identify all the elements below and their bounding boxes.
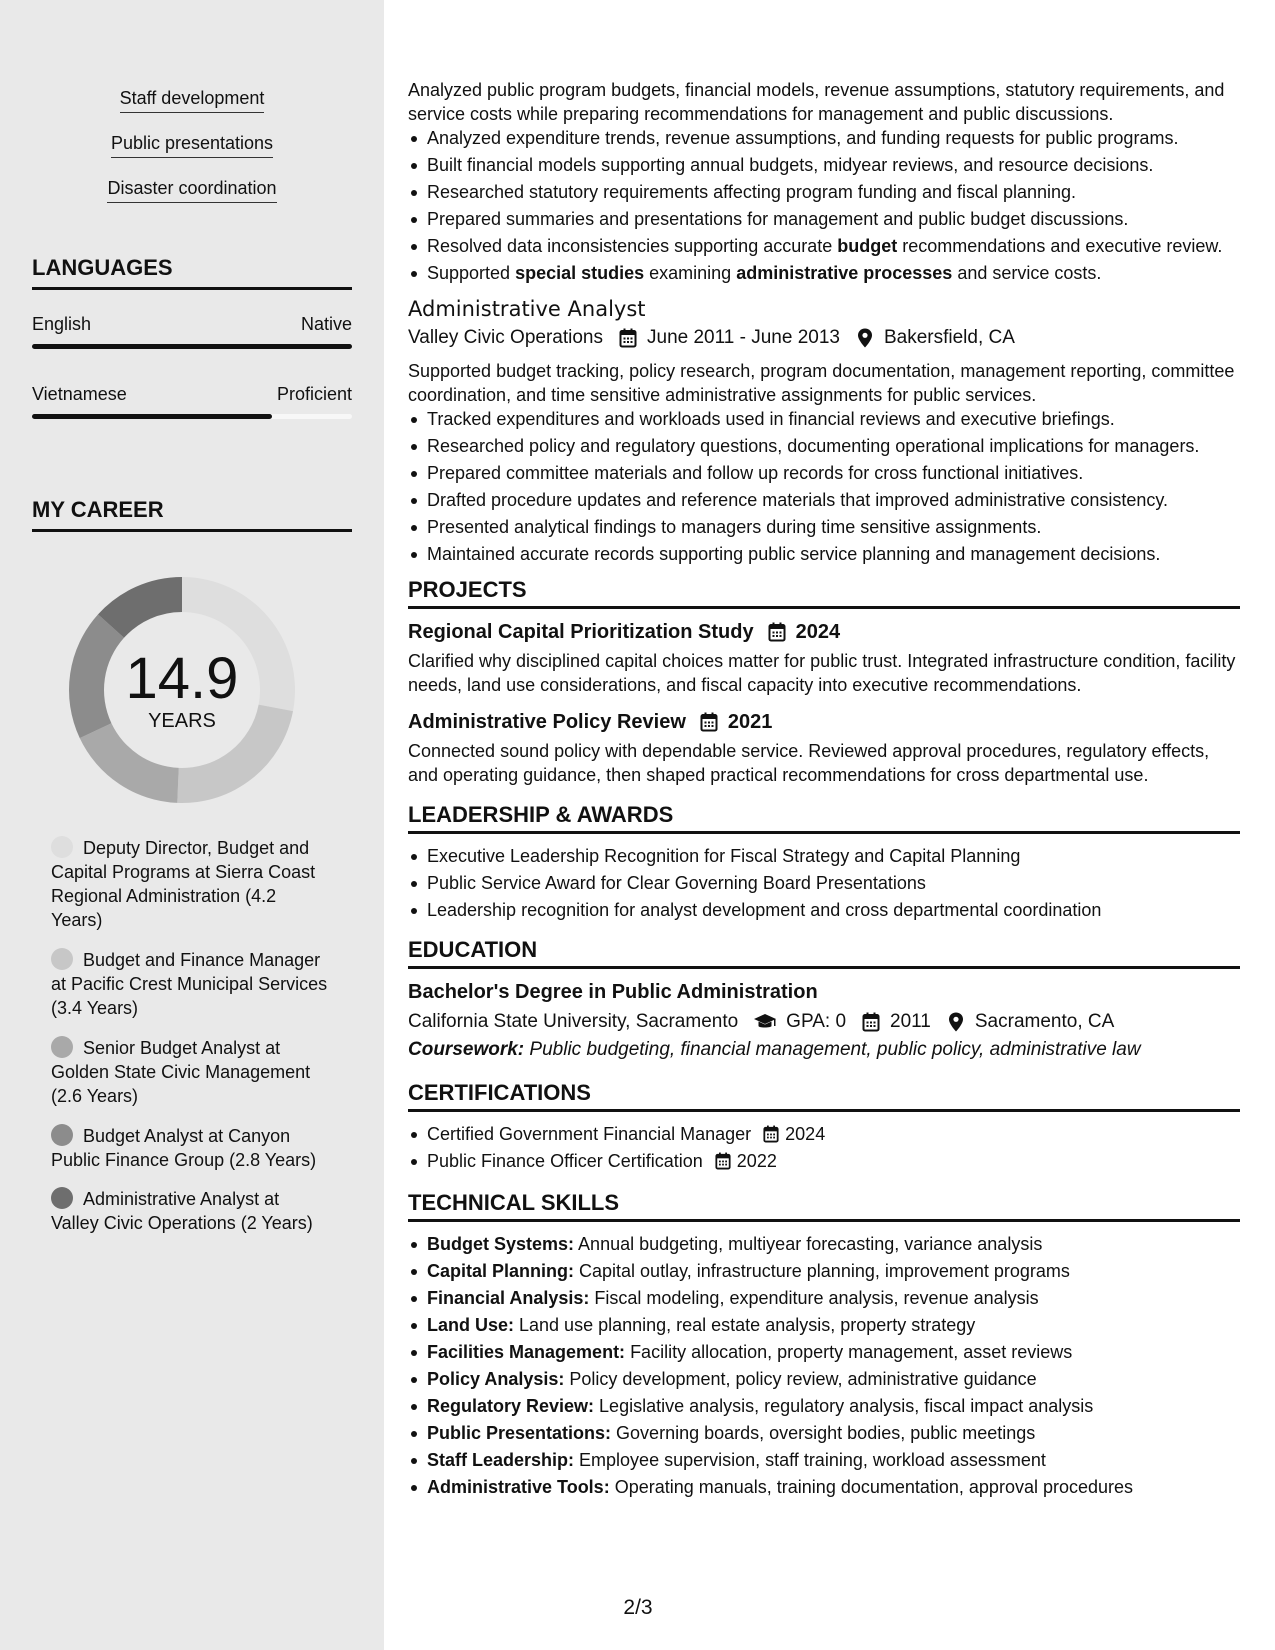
certification-name: Public Finance Officer Certification bbox=[427, 1151, 703, 1171]
list-item: Resolved data inconsistencies supporting accurate budget recommendations and executive review. bbox=[408, 234, 1240, 258]
project-year: 2021 bbox=[727, 711, 773, 733]
language-level: Proficient bbox=[276, 384, 352, 404]
calendar-icon bbox=[860, 1011, 882, 1033]
school-location: Sacramento, CA bbox=[974, 1011, 1115, 1032]
skill-tag: Public presentations bbox=[0, 133, 384, 158]
leadership-heading: LEADERSHIP & AWARDS bbox=[408, 803, 1240, 834]
language-proficiency-bar bbox=[32, 414, 352, 419]
list-item: Administrative Tools: Operating manuals, training documentation, approval procedures bbox=[408, 1475, 1240, 1499]
project-description: Connected sound policy with dependable service. Reviewed approval procedures, regulatory effects, and operating guidance, then shaped practical recommendations for cross departmental use. bbox=[408, 741, 1210, 785]
graduation-year: 2011 bbox=[890, 1011, 931, 1032]
career-total-unit: YEARS bbox=[148, 710, 216, 732]
list-item: Capital Planning: Capital outlay, infrastructure planning, improvement programs bbox=[408, 1259, 1240, 1283]
list-item: Researched statutory requirements affecting program funding and fiscal planning. bbox=[408, 180, 1240, 204]
education-meta bbox=[408, 1009, 1240, 1035]
location-pin-icon bbox=[854, 327, 876, 349]
language-proficiency-fill bbox=[32, 344, 352, 349]
calendar-icon bbox=[761, 1123, 781, 1145]
language-name: English bbox=[32, 314, 92, 334]
career-legend-item: Administrative Analyst at Valley Civic Operations (2 Years) bbox=[51, 1189, 313, 1233]
list-item: Presented analytical findings to managers during time sensitive assignments. bbox=[408, 515, 1240, 539]
career-legend-item: Deputy Director, Budget and Capital Programs at Sierra Coast Regional Administration (4.2 Years) bbox=[51, 838, 316, 930]
job-meta bbox=[408, 325, 1240, 351]
page-number: 2/3 bbox=[623, 1596, 653, 1619]
calendar-icon bbox=[713, 1150, 733, 1172]
list-item: Researched policy and regulatory questions, documenting operational implications for managers. bbox=[408, 434, 1240, 458]
language-name: Vietnamese bbox=[32, 384, 127, 404]
gpa: GPA: 0 bbox=[786, 1011, 847, 1032]
job-bullets bbox=[408, 407, 1240, 566]
certifications-heading: CERTIFICATIONS bbox=[408, 1081, 1240, 1112]
career-legend-item: Senior Budget Analyst at Golden State Civic Management (2.6 Years) bbox=[51, 1038, 311, 1106]
company-name: Valley Civic Operations bbox=[408, 327, 604, 348]
job-summary: Supported budget tracking, policy research, program documentation, management reporting, committee coordination, and time sensitive administrative assignments for public services. bbox=[408, 361, 1235, 405]
legend-dot bbox=[51, 836, 73, 858]
list-item: Facilities Management: Facility allocation, property management, asset reviews bbox=[408, 1340, 1240, 1364]
list-item: Public Service Award for Clear Governing Board Presentations bbox=[408, 871, 1240, 895]
skill-tag: Disaster coordination bbox=[0, 178, 384, 203]
list-item: Analyzed expenditure trends, revenue assumptions, and funding requests for public programs. bbox=[408, 126, 1240, 150]
list-item bbox=[408, 1122, 1240, 1146]
calendar-icon bbox=[617, 327, 639, 349]
graduation-cap-icon bbox=[752, 1011, 778, 1033]
list-item: Tracked expenditures and workloads used in financial reviews and executive briefings. bbox=[408, 407, 1240, 431]
project-description: Clarified why disciplined capital choices matter for public trust. Integrated infrastructure condition, facility needs, land use considerations, and fiscal capacity into executive recommendations. bbox=[408, 651, 1236, 695]
project-title: Regional Capital Prioritization Study bbox=[408, 621, 754, 643]
coursework: Coursework: Public budgeting, financial management, public policy, administrative law bbox=[408, 1039, 1141, 1060]
certifications-list bbox=[408, 1122, 1240, 1173]
technical-skills-heading: TECHNICAL SKILLS bbox=[408, 1191, 1240, 1222]
language-level: Native bbox=[300, 314, 352, 334]
legend-dot bbox=[51, 948, 73, 970]
list-item: Public Presentations: Governing boards, oversight bodies, public meetings bbox=[408, 1421, 1240, 1445]
certification-name: Certified Government Financial Manager bbox=[427, 1124, 752, 1144]
technical-skills-list bbox=[408, 1232, 1240, 1499]
donut-segment bbox=[80, 723, 179, 803]
language-row bbox=[32, 314, 352, 335]
list-item: Land Use: Land use planning, real estate analysis, property strategy bbox=[408, 1313, 1240, 1337]
list-item: Policy Analysis: Policy development, policy review, administrative guidance bbox=[408, 1367, 1240, 1391]
job-title: Administrative Analyst bbox=[408, 297, 646, 321]
career-heading: MY CAREER bbox=[32, 497, 352, 532]
experience-bullets bbox=[408, 126, 1240, 285]
career-legend-item: Budget and Finance Manager at Pacific Crest Municipal Services (3.4 Years) bbox=[51, 950, 328, 1018]
list-item: Budget Systems: Annual budgeting, multiyear forecasting, variance analysis bbox=[408, 1232, 1240, 1256]
list-item: Staff Leadership: Employee supervision, staff training, workload assessment bbox=[408, 1448, 1240, 1472]
project-year: 2024 bbox=[795, 621, 841, 643]
languages-heading: LANGUAGES bbox=[32, 255, 352, 290]
list-item bbox=[408, 1149, 1240, 1173]
calendar-icon bbox=[698, 711, 720, 733]
job-location: Bakersfield, CA bbox=[883, 327, 1015, 348]
education-heading: EDUCATION bbox=[408, 938, 1240, 969]
project-title: Administrative Policy Review bbox=[408, 711, 686, 733]
project-title-row bbox=[408, 619, 1240, 645]
certification-year: 2024 bbox=[785, 1124, 826, 1144]
skill-tag: Staff development bbox=[0, 88, 384, 113]
certification-year: 2022 bbox=[736, 1151, 777, 1171]
list-item: Built financial models supporting annual budgets, midyear reviews, and resource decisions. bbox=[408, 153, 1240, 177]
career-total-years: 14.9 bbox=[125, 646, 239, 711]
list-item: Financial Analysis: Fiscal modeling, expenditure analysis, revenue analysis bbox=[408, 1286, 1240, 1310]
degree-title: Bachelor's Degree in Public Administration bbox=[408, 981, 818, 1003]
projects-heading: PROJECTS bbox=[408, 578, 1240, 609]
legend-dot bbox=[51, 1187, 73, 1209]
job-dates: June 2011 - June 2013 bbox=[647, 327, 840, 348]
list-item: Leadership recognition for analyst development and cross departmental coordination bbox=[408, 898, 1240, 922]
experience-summary: Analyzed public program budgets, financial models, revenue assumptions, statutory requirements, and service costs while preparing recommendations for management and public discussions. bbox=[408, 80, 1225, 124]
list-item: Prepared committee materials and follow up records for cross functional initiatives. bbox=[408, 461, 1240, 485]
list-item: Maintained accurate records supporting public service planning and management decisions. bbox=[408, 542, 1240, 566]
location-pin-icon bbox=[945, 1011, 967, 1033]
calendar-icon bbox=[766, 621, 788, 643]
legend-dot bbox=[51, 1036, 73, 1058]
main-content bbox=[408, 78, 1240, 1502]
sidebar bbox=[0, 0, 384, 1650]
project-title-row bbox=[408, 709, 1240, 735]
list-item: Prepared summaries and presentations for management and public budget discussions. bbox=[408, 207, 1240, 231]
language-row bbox=[32, 384, 352, 405]
list-item: Regulatory Review: Legislative analysis, regulatory analysis, fiscal impact analysis bbox=[408, 1394, 1240, 1418]
legend-dot bbox=[51, 1124, 73, 1146]
language-proficiency-bar bbox=[32, 344, 352, 349]
leadership-list bbox=[408, 844, 1240, 922]
language-proficiency-fill bbox=[32, 414, 272, 419]
career-legend-item: Budget Analyst at Canyon Public Finance Group (2.8 Years) bbox=[51, 1126, 317, 1170]
list-item: Supported special studies examining administrative processes and service costs. bbox=[408, 261, 1240, 285]
coursework-label: Coursework: bbox=[408, 1039, 525, 1060]
school-name: California State University, Sacramento bbox=[408, 1011, 739, 1032]
list-item: Drafted procedure updates and reference materials that improved administrative consistency. bbox=[408, 488, 1240, 512]
list-item: Executive Leadership Recognition for Fiscal Strategy and Capital Planning bbox=[408, 844, 1240, 868]
